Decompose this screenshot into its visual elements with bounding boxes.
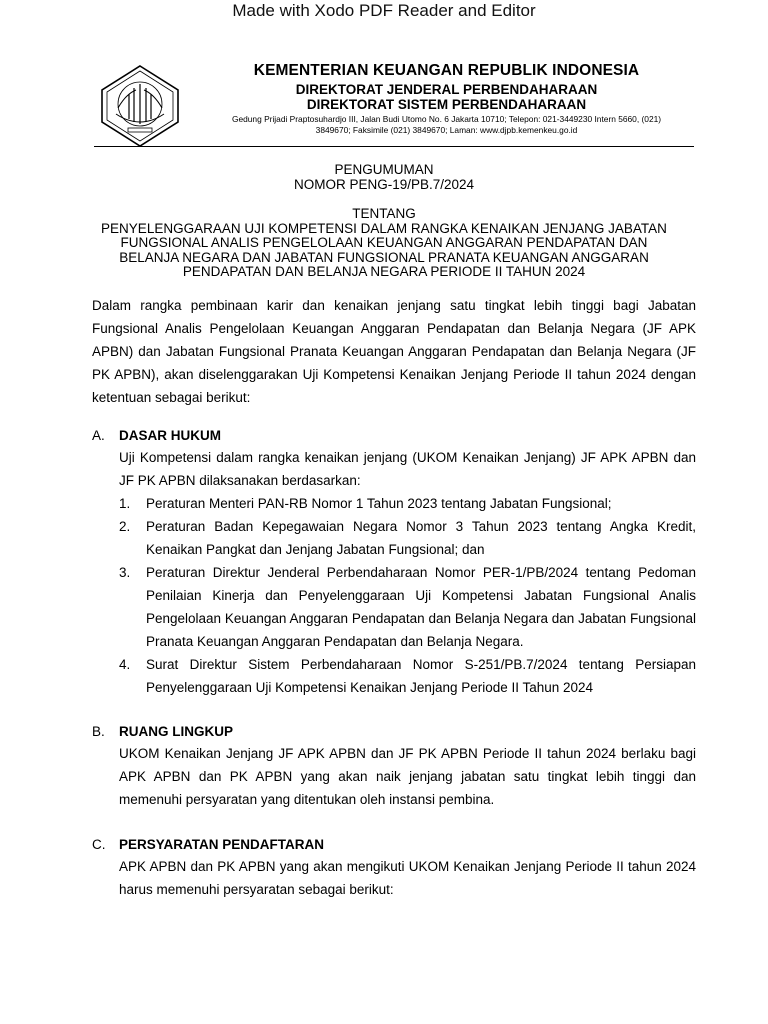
ministry-seal-icon: [98, 64, 182, 148]
section-title: DASAR HUKUM: [119, 428, 221, 443]
section-a-text: Uji Kompetensi dalam rangka kenaikan jenjang (UKOM Kenaikan Jenjang) JF APK APBN dan JF PK APBN dilaksanakan berdasarkan:: [119, 450, 696, 488]
list-item: [119, 561, 696, 653]
legal-basis-list: [119, 492, 696, 699]
announcement-number: NOMOR PENG-19/PB.7/2024: [293, 176, 475, 192]
list-number: 2.: [119, 519, 131, 534]
list-text: Surat Direktur Sistem Perbendaharaan Nomor S-251/PB.7/2024 tentang Persiapan Penyelenggaraan Uji Kompetensi Kenaikan Jenjang Periode II Tahun 2024: [146, 657, 696, 695]
directorate-name: DIREKTORAT SISTEM PERBENDAHARAAN: [306, 97, 587, 112]
letterhead-divider: [94, 146, 694, 147]
announcement-about: TENTANG: [352, 206, 416, 221]
announcement-title-line: FUNGSIONAL ANALIS PENGELOLAAN KEUANGAN ANGGARAN PENDAPATAN DAN: [120, 235, 648, 250]
list-item: [119, 515, 696, 561]
list-number: 4.: [119, 657, 131, 672]
section-letter: C.: [92, 837, 106, 852]
address-line: Gedung Prijadi Praptosuhardjo III, Jalan Budi Utomo No. 6 Jakarta 10710; Telepon: 021-3449230 Intern 5660, (021): [231, 114, 662, 124]
section-letter: A.: [92, 428, 105, 443]
section-c-text: APK APBN dan PK APBN yang akan mengikuti UKOM Kenaikan Jenjang Periode II tahun 2024 harus memenuhi persyaratan sebagai berikut:: [119, 859, 696, 897]
section-b-text: UKOM Kenaikan Jenjang JF APK APBN dan JF PK APBN Periode II tahun 2024 berlaku bagi APK APBN dan PK APBN yang akan naik jenjang jabatan satu tingkat lebih tinggi dan memenuhi persyaratan yang ditentukan oleh instansi pembina.: [119, 746, 696, 807]
list-number: 1.: [119, 496, 131, 511]
directorate-general-name: DIREKTORAT JENDERAL PERBENDAHARAAN: [295, 82, 598, 97]
ministry-name: KEMENTERIAN KEUANGAN REPUBLIK INDONESIA: [253, 62, 640, 79]
announcement-title-line: BELANJA NEGARA DAN JABATAN FUNGSIONAL PRANATA KEUANGAN ANGGARAN: [119, 249, 649, 265]
announcement-title-line: PENDAPATAN DAN BELANJA NEGARA PERIODE II TAHUN 2024: [182, 264, 586, 279]
section-title: RUANG LINGKUP: [119, 724, 233, 739]
announcement-heading: [80, 163, 688, 280]
list-item: [119, 653, 696, 699]
section-title: PERSYARATAN PENDAFTARAN: [119, 837, 325, 852]
list-number: 3.: [119, 565, 131, 580]
letterhead: [94, 62, 694, 146]
announcement-label: PENGUMUMAN: [334, 162, 434, 177]
intro-paragraph: Dalam rangka pembinaan karir dan kenaikan jenjang satu tingkat lebih tinggi bagi Jabatan Fungsional Analis Pengelolaan Keuangan Anggaran Pendapatan dan Belanja Negara (JF APK APBN) dan Jabatan Fungsional Pranata Keuangan Anggaran Pendapatan dan Belanja Negara (JF PK APBN), akan diselenggarakan Uji Kompetensi Kenaikan Jenjang Periode II tahun 2024 dengan ketentuan sebagai berikut:: [92, 298, 696, 405]
list-text: Peraturan Direktur Jenderal Perbendaharaan Nomor PER-1/PB/2024 tentang Pedoman Penilaian Kinerja dan Penyelenggaraan Uji Kompetensi Jabatan Fungsional Analis Pengelolaan Keuangan Anggaran Pendapatan dan Belanja Negara dan Jabatan Fungsional Pranata Keuangan Anggaran Pendapatan dan Belanja Negara.: [146, 565, 696, 649]
xodo-watermark: Made with Xodo PDF Reader and Editor: [232, 1, 536, 20]
list-text: Peraturan Menteri PAN-RB Nomor 1 Tahun 2023 tentang Jabatan Fungsional;: [146, 496, 612, 511]
list-item: [119, 492, 696, 515]
announcement-title-line: PENYELENGGARAAN UJI KOMPETENSI DALAM RANGKA KENAIKAN JENJANG JABATAN: [101, 220, 667, 236]
section-letter: B.: [92, 724, 105, 739]
list-text: Peraturan Badan Kepegawaian Negara Nomor 3 Tahun 2023 tentang Angka Kredit, Kenaikan Pangkat dan Jenjang Jabatan Fungsional; dan: [146, 519, 696, 557]
address-line: 3849670; Faksimile (021) 3849670; Laman: www.djpb.kemenkeu.go.id: [315, 125, 578, 135]
